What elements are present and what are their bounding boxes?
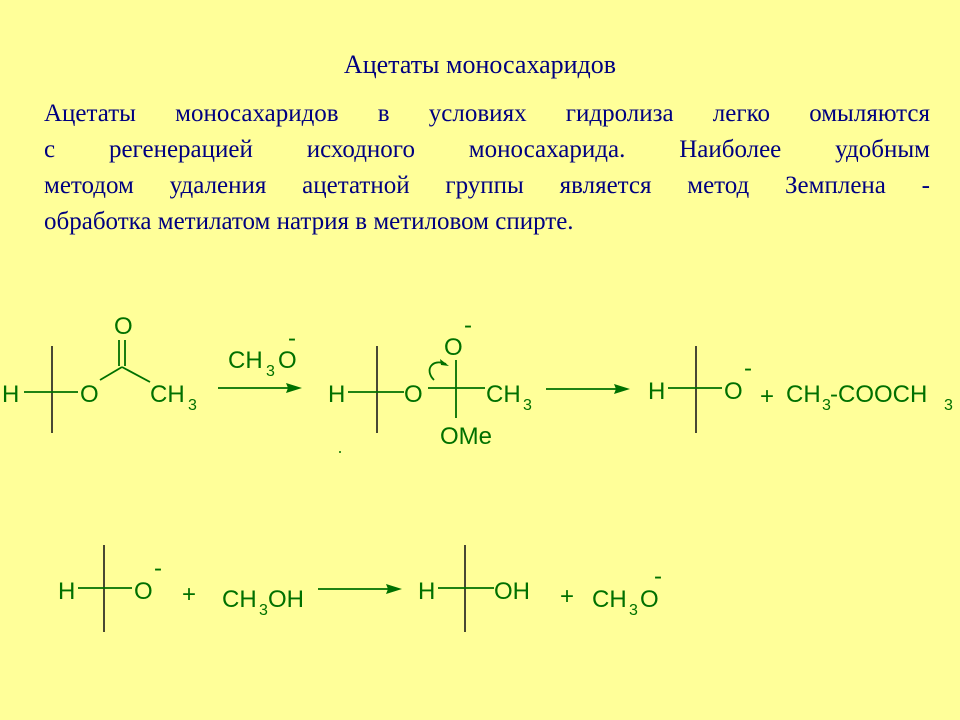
reagent-o: O [278,347,297,374]
acetate-ch: CH [150,381,185,408]
methoxide-sub: 3 [629,602,638,619]
product-h: H [648,378,666,405]
acetate-o: O [80,381,99,408]
methyl-acetate-sub: 3 [822,397,831,414]
alkoxide-o: O [134,578,153,605]
alkoxide-structure [58,545,162,632]
reagent-charge: - [288,325,296,352]
stray-dot [339,451,341,453]
product-plus: + [760,383,775,410]
acetate-co-bond-1 [100,367,122,380]
intermediate-ch: CH [486,381,521,408]
reagent-sub: 3 [266,363,275,380]
methanol [222,586,304,619]
intermediate-o: O [404,381,423,408]
methoxide-ch: CH [592,586,627,613]
product-charge: - [744,355,752,382]
body-line-3: методом удаления ацетатной группы является метод Земплена - [44,172,930,199]
plus-2: + [560,583,575,610]
methanol-sub: 3 [259,602,268,619]
methanol-ch: CH [222,586,257,613]
body-line-4: обработка метилатом натрия в метиловом спирте. [44,208,574,235]
acetate-structure [2,313,197,433]
alcohol-oh: OH [494,578,530,605]
methanol-oh: OH [268,586,304,613]
acetate-carbonyl-o: O [114,313,133,340]
methoxide-charge: - [654,563,662,590]
product-o: O [724,378,743,405]
methoxide-o: O [640,586,659,613]
reagent-ch: CH [228,347,263,374]
alcohol-structure [418,545,530,632]
plus-1: + [182,581,197,608]
intermediate-ome: OMe [440,423,493,450]
slide-title: Ацетаты моносахаридов [343,50,617,79]
product-alkoxide [648,346,953,433]
intermediate-structure [328,312,532,453]
acetate-co-bond-2 [122,367,150,382]
acetate-ch-sub: 3 [188,397,197,414]
methyl-acetate-a: CH [786,381,821,408]
methyl-acetate-b: -COOCH [830,381,928,408]
acetate-h: H [2,381,20,408]
reaction-arrow-3 [318,584,402,594]
body-line-2: с регенерацией исходного моносахарида. Наиболее удобным [44,136,930,163]
alkoxide-h: H [58,578,76,605]
methyl-acetate-sub2: 3 [944,397,953,414]
intermediate-h: H [328,381,346,408]
intermediate-o-minus: O [444,334,463,361]
reaction-arrow-2 [546,384,630,394]
alcohol-h: H [418,578,436,605]
body-line-1: Ацетаты моносахаридов в условиях гидролиза легко омыляются [44,100,930,127]
reaction-arrow-1 [218,325,302,393]
methoxide [592,563,662,619]
alkoxide-charge: - [154,555,162,582]
intermediate-charge: - [464,312,472,339]
intermediate-ch-sub: 3 [523,397,532,414]
